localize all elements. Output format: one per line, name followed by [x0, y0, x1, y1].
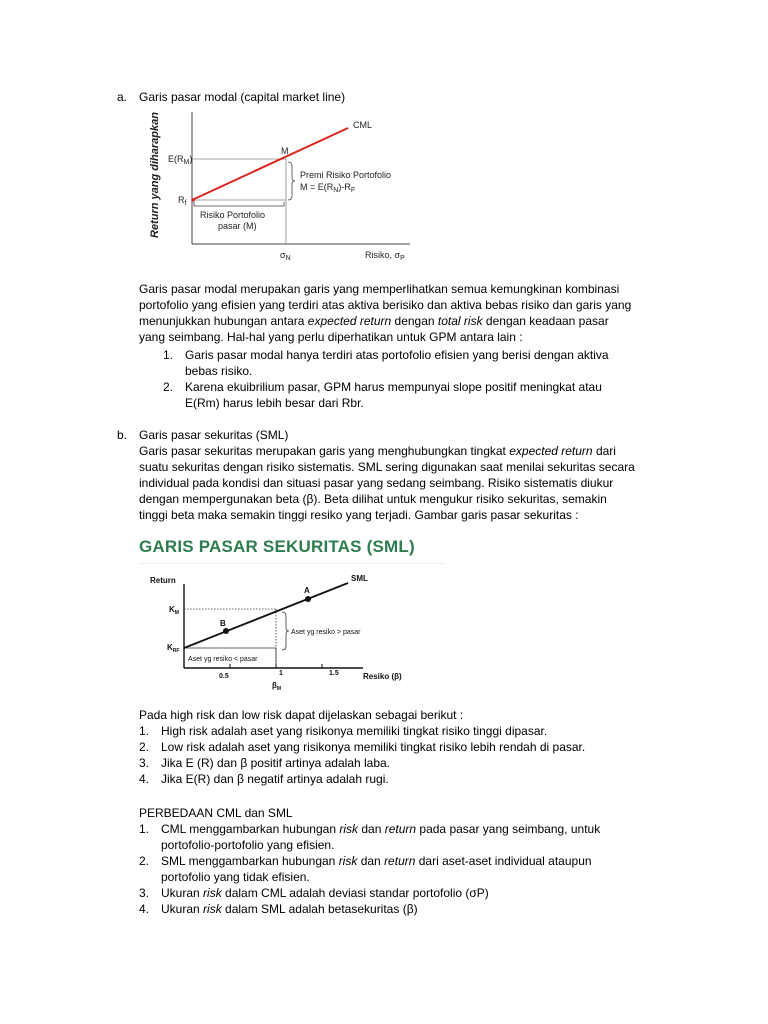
list-item: [139, 755, 659, 771]
paragraph-line: [139, 329, 659, 345]
sml-point-b: [223, 628, 229, 634]
sml-point-b-label: B: [220, 619, 226, 628]
list-number: 2.: [139, 740, 150, 754]
list-item: [139, 853, 659, 885]
paragraph-line: [139, 443, 659, 459]
paragraph-line: [139, 491, 659, 507]
list-item-line: Karena ekuibrilium pasar, GPM harus mempunyai slope positif meningkat atau: [185, 380, 602, 394]
list-number: 4.: [139, 772, 150, 786]
diff-title: PERBEDAAN CML dan SML: [139, 806, 293, 820]
text-segment: menunjukkan hubungan antara: [139, 314, 308, 328]
paragraph-line: [139, 507, 659, 523]
italic-term: return: [384, 854, 416, 868]
cml-premium-bracket: [288, 162, 295, 200]
list-item: [163, 379, 663, 411]
list-number: 1.: [139, 822, 150, 836]
list-item-line: E(Rm) harus lebih besar dari Rbr.: [185, 396, 364, 410]
text-segment: dan: [358, 822, 385, 836]
text-segment: suatu sekuritas dengan risiko sistematis. SML sering digunakan saat menilai sekuritas secara: [139, 460, 635, 474]
list-number: 2.: [139, 854, 150, 868]
list-item-line: [161, 837, 659, 853]
sml-beta-m: $\beta_M$: [272, 681, 282, 692]
sml-below-label: Aset yg resiko < pasar: [188, 656, 258, 663]
sml-heading: GARIS PASAR SEKURITAS (SML): [139, 537, 445, 564]
italic-term: expected return: [307, 314, 392, 328]
cml-xlabel: Risiko, $\sigma_P$: [365, 250, 405, 262]
list-item-line: Garis pasar modal hanya terdiri atas portofolio efisien yang berisi dengan aktiva: [185, 348, 609, 362]
risk-list: [139, 723, 659, 787]
list-item-line: [161, 869, 659, 885]
section-a-title: Garis pasar modal (capital market line): [139, 90, 346, 104]
sml-krf-tick: $K_{RF}$: [167, 643, 180, 654]
cml-chart: [140, 108, 420, 268]
text-segment: dengan mempergunakan beta (β). Beta dilihat untuk mengukur risiko sekuritas, semakin: [139, 492, 607, 506]
cml-rf-tick: $R_f$: [178, 195, 187, 207]
sml-above-bracket: [282, 612, 289, 650]
section-a-paragraph: [139, 281, 659, 345]
sml-km-tick: $K_M$: [169, 605, 179, 616]
sml-xlabel: Resiko (β): [363, 672, 402, 681]
cml-premium-label-1: Premi Risiko Portofolio: [300, 170, 392, 180]
sml-point-a: [305, 596, 311, 602]
list-item-line: [161, 821, 659, 837]
section-a-list: [163, 347, 663, 411]
sml-chart: [148, 572, 418, 694]
text-segment: Garis pasar sekuritas merupakan garis yang menghubungkan tingkat: [139, 444, 510, 458]
list-item: [139, 901, 659, 917]
cml-line-label: CML: [353, 120, 373, 130]
sml-xtick-1: 1: [279, 670, 283, 677]
italic-term: risk: [339, 822, 359, 836]
section-a-marker: a.: [117, 90, 128, 104]
list-item: [139, 739, 659, 755]
list-item: [139, 771, 659, 787]
text-segment: portofolio yang tidak efisien.: [161, 870, 310, 884]
list-item-line: bebas risiko.: [185, 364, 253, 378]
text-segment: yang seimbang. Hal-hal yang perlu diperhatikan untuk GPM antara lain :: [139, 330, 523, 344]
diff-list: [139, 821, 659, 917]
list-number: 2.: [163, 380, 174, 394]
cml-erm-tick: $E(R_M)$: [168, 154, 193, 166]
sml-line: [184, 583, 348, 648]
sml-xtick-15: 1.5: [329, 670, 339, 677]
sml-line-label: SML: [351, 574, 368, 583]
italic-term: total risk: [437, 314, 483, 328]
text-segment: dengan: [391, 314, 438, 328]
list-item-line: [161, 853, 659, 869]
section-b-title: Garis pasar sekuritas (SML): [139, 428, 289, 442]
list-number: 1.: [139, 724, 150, 738]
paragraph-line: [139, 297, 659, 313]
text-segment: Garis pasar modal merupakan garis yang memperlihatkan semua kemungkinan kombinasi: [139, 282, 620, 296]
text-segment: dengan keadaan pasar: [482, 314, 609, 328]
cml-x-tick: $\sigma_N$: [280, 250, 291, 262]
italic-term: return: [384, 822, 417, 836]
list-number: 3.: [139, 756, 150, 770]
text-segment: tinggi beta maka semakin tinggi resiko yang terjadi. Gambar garis pasar sekuritas :: [139, 508, 579, 522]
paragraph-line: [139, 475, 659, 491]
list-number: 3.: [139, 886, 150, 900]
text-segment: dari: [592, 444, 616, 458]
list-item-line: [161, 885, 659, 901]
list-item: [163, 347, 663, 379]
list-item-line: [161, 901, 659, 917]
cml-risk-box-1: Risiko Portofolio: [200, 210, 266, 220]
paragraph-line: [139, 313, 659, 329]
text-segment: dalam SML adalah betasekuritas (β): [221, 902, 418, 916]
text-segment: pada pasar yang seimbang, untuk: [416, 822, 601, 836]
text-segment: portofolio-portofolio yang efisien.: [161, 838, 335, 852]
section-b-marker: b.: [117, 428, 128, 442]
text-segment: SML menggambarkan hubungan: [161, 854, 339, 868]
list-number: 1.: [163, 348, 174, 362]
text-segment: portofolio yang efisien yang terdiri atas aktiva berisiko dan aktiva bebas risiko dan garis yang: [139, 298, 632, 312]
text-segment: CML menggambarkan hubungan: [161, 822, 340, 836]
text-segment: dalam CML adalah deviasi standar portofolio (σP): [221, 886, 489, 900]
paragraph-line: [139, 281, 659, 297]
cml-point-label: M: [281, 146, 289, 156]
sml-above-label: Aset yg resiko > pasar: [291, 629, 361, 636]
risk-intro: Pada high risk dan low risk dapat dijelaskan sebagai berikut :: [139, 708, 464, 722]
italic-term: risk: [203, 902, 222, 916]
cml-ylabel: Return yang diharapkan: [149, 112, 161, 238]
text-segment: dari aset-aset individual ataupun: [415, 854, 592, 868]
cml-rf-point: [191, 198, 195, 202]
list-number: 4.: [139, 902, 150, 916]
italic-term: expected return: [509, 444, 593, 458]
cml-risk-box-2: pasar (M): [218, 221, 257, 231]
cml-premium-label-2: $M = E(R_N)-R_F$: [300, 182, 356, 194]
sml-xtick-05: 0.5: [219, 673, 229, 680]
section-b-paragraph: [139, 443, 659, 523]
sml-ylabel: Return: [150, 576, 176, 585]
italic-term: risk: [338, 854, 358, 868]
list-item: [139, 821, 659, 853]
text-segment: Ukuran: [161, 886, 204, 900]
sml-point-a-label: A: [304, 586, 310, 595]
paragraph-line: [139, 459, 659, 475]
list-item-text: High risk adalah aset yang risikonya memiliki tingkat risiko tinggi dipasar.: [161, 724, 548, 738]
cml-risk-bracket: [194, 202, 284, 206]
list-item: [139, 885, 659, 901]
text-segment: Ukuran: [161, 902, 204, 916]
list-item: [139, 723, 659, 739]
list-item-text: Low risk adalah aset yang risikonya memiliki tingkat risiko lebih rendah di pasar.: [161, 740, 586, 754]
list-item-text: Jika E(R) dan β negatif artinya adalah rugi.: [161, 772, 389, 786]
italic-term: risk: [203, 886, 222, 900]
list-item-text: Jika E (R) dan β positif artinya adalah laba.: [161, 756, 391, 770]
text-segment: individual pada kondisi dan situasi pasar yang sedang seimbang. Risiko sistematis diukur: [139, 476, 614, 490]
text-segment: dan: [357, 854, 385, 868]
